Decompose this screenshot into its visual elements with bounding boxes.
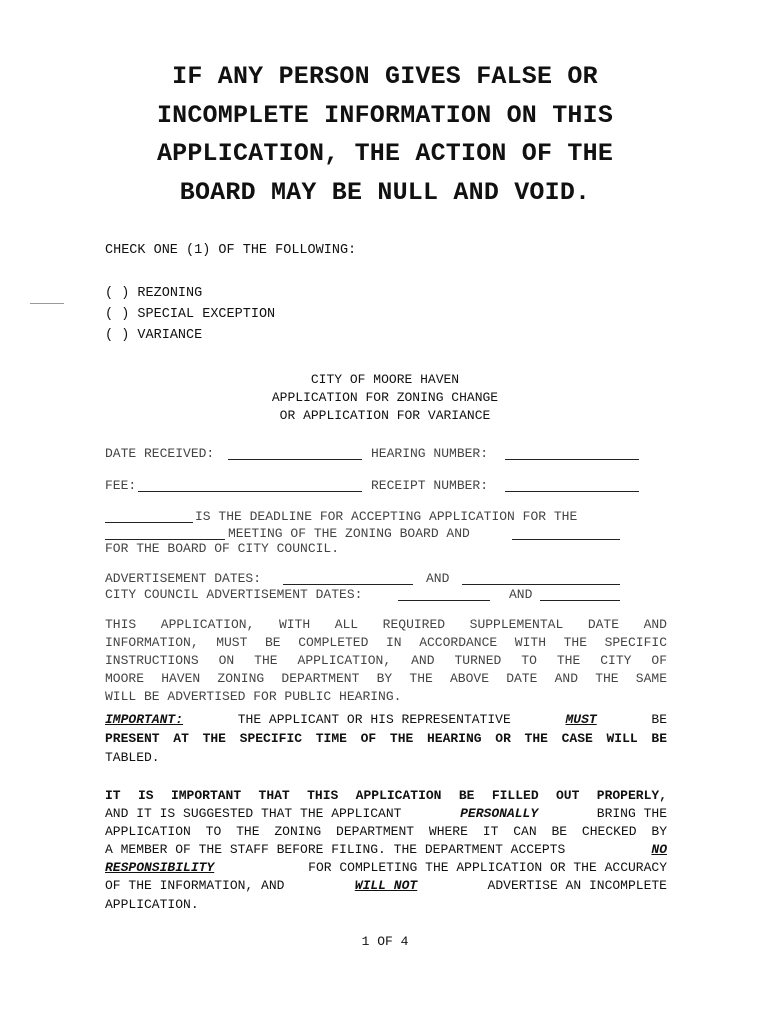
notice-personally: PERSONALLY (460, 806, 539, 821)
checkbox-variance[interactable] (105, 327, 202, 345)
receipt-number-label: RECEIPT NUMBER: (371, 478, 489, 493)
date-received-label: DATE RECEIVED: (105, 446, 215, 461)
notice-responsibility: RESPONSIBILITY (105, 860, 215, 875)
important-text-be: BE (651, 712, 667, 727)
checkbox-label: REZONING (137, 286, 203, 301)
important-text: THE APPLICANT OR HIS REPRESENTATIVE (237, 712, 511, 727)
checkbox-label: VARIANCE (137, 328, 203, 343)
notice-text: AND IT IS SUGGESTED THAT THE APPLICANT (105, 806, 402, 821)
warning-heading (100, 58, 670, 212)
notice-line-3-text: APPLICATION TO THE ZONING DEPARTMENT WHERE IT CAN BE CHECKED BY (105, 824, 667, 839)
deadline-line-2: MEETING OF THE ZONING BOARD AND (228, 526, 470, 541)
important-label: IMPORTANT: (105, 712, 184, 727)
advertisement-and-1: AND (426, 571, 450, 586)
checkbox-rezoning[interactable] (105, 285, 202, 303)
important-line-3: TABLED. (105, 750, 160, 765)
checkbox-special-exception[interactable] (105, 306, 275, 324)
notice-line-1-text: IT IS IMPORTANT THAT THIS APPLICATION BE FILLED OUT PROPERLY, (105, 788, 667, 803)
deadline-line-1: IS THE DEADLINE FOR ACCEPTING APPLICATION FOR THE (195, 509, 578, 524)
council-advertisement-date-1-field[interactable] (398, 600, 490, 601)
scan-artifact-line (30, 303, 64, 304)
council-advertisement-label: CITY COUNCIL ADVERTISEMENT DATES: (105, 587, 363, 602)
instructions-paragraph (105, 616, 667, 688)
hearing-number-field[interactable] (505, 459, 639, 460)
page-number: 1 OF 4 (361, 934, 409, 949)
notice-text: OF THE INFORMATION, AND (105, 878, 285, 893)
notice-text: FOR COMPLETING THE APPLICATION OR THE ACCURACY (308, 860, 667, 875)
notice-line-3 (105, 823, 667, 841)
instructions-line: MOORE HAVEN ZONING DEPARTMENT BY THE ABOVE DATE AND THE SAME (105, 671, 667, 686)
advertisement-and-2: AND (509, 587, 533, 602)
fee-field[interactable] (138, 491, 362, 492)
advertisement-date-2-field[interactable] (462, 584, 620, 585)
hearing-number-label: HEARING NUMBER: (371, 446, 489, 461)
title-variance: OR APPLICATION FOR VARIANCE (279, 408, 491, 423)
advertisement-date-1-field[interactable] (283, 584, 413, 585)
warning-line: IF ANY PERSON GIVES FALSE OR (172, 62, 598, 91)
deadline-date-field[interactable] (105, 522, 193, 523)
warning-line: BOARD MAY BE NULL AND VOID. (179, 177, 591, 207)
council-advertisement-date-2-field[interactable] (540, 600, 620, 601)
notice-line-2 (105, 805, 667, 823)
checkbox-label: SPECIAL EXCEPTION (137, 307, 276, 322)
instructions-line: THIS APPLICATION, WITH ALL REQUIRED SUPPLEMENTAL DATE AND (105, 617, 667, 632)
deadline-line-3: FOR THE BOARD OF CITY COUNCIL. (105, 541, 340, 556)
checkbox-box[interactable]: ( ) (105, 307, 130, 322)
notice-text: A MEMBER OF THE STAFF BEFORE FILING. THE DEPARTMENT ACCEPTS (105, 842, 566, 857)
instructions-last-line: WILL BE ADVERTISED FOR PUBLIC HEARING. (105, 689, 402, 704)
notice-line-7: APPLICATION. (105, 897, 199, 912)
notice-no: NO (651, 842, 667, 857)
fee-label: FEE: (105, 478, 137, 493)
title-city: CITY OF MOORE HAVEN (310, 372, 460, 387)
instructions-line: INSTRUCTIONS ON THE APPLICATION, AND TURNED TO THE CITY OF (105, 653, 667, 668)
notice-line-4 (105, 841, 667, 859)
date-received-field[interactable] (228, 459, 362, 460)
important-line-2 (105, 730, 667, 748)
important-line-2-text: PRESENT AT THE SPECIFIC TIME OF THE HEARING OR THE CASE WILL BE (105, 731, 667, 746)
city-council-date-field[interactable] (512, 539, 620, 540)
notice-line-5 (105, 859, 667, 877)
check-heading: CHECK ONE (1) OF THE FOLLOWING: (105, 243, 357, 258)
receipt-number-field[interactable] (505, 491, 639, 492)
checkbox-box[interactable]: ( ) (105, 328, 130, 343)
notice-line-1 (105, 787, 667, 805)
notice-text: ADVERTISE AN INCOMPLETE (487, 878, 667, 893)
instructions-line: INFORMATION, MUST BE COMPLETED IN ACCORDANCE WITH THE SPECIFIC (105, 635, 667, 650)
advertisement-dates-label: ADVERTISEMENT DATES: (105, 571, 262, 586)
title-application: APPLICATION FOR ZONING CHANGE (271, 390, 499, 405)
notice-will-not: WILL NOT (354, 878, 418, 893)
notice-line-6 (105, 877, 667, 895)
important-must: MUST (565, 712, 597, 727)
checkbox-box[interactable]: ( ) (105, 286, 130, 301)
warning-line: APPLICATION, THE ACTION OF THE (156, 139, 614, 168)
notice-text: BRING THE (596, 806, 667, 821)
warning-line: INCOMPLETE INFORMATION ON THIS (156, 100, 614, 130)
important-line-1 (105, 711, 667, 729)
